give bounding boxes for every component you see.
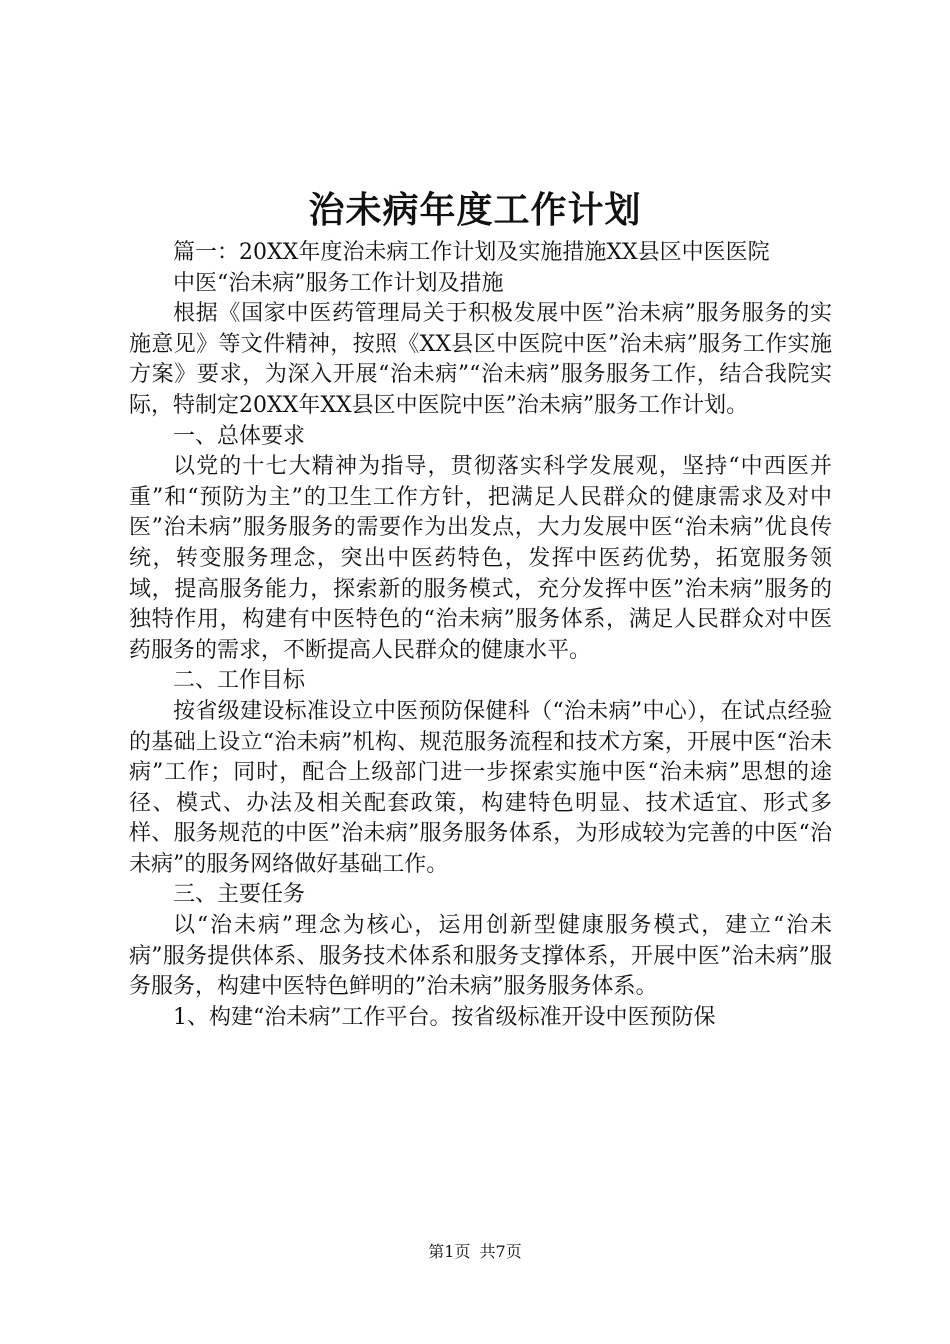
- section-heading-general: 一、总体要求: [173, 423, 306, 449]
- paragraph-intro: 根据《国家中医药管理局关于积极发展中医”治未病”服务服务的实施意见》等文件精神，按照《XX县区中医院中医”治未病”服务工作实施方案》要求，为深入开展“治未病”“治未病”服务服务工作，结合我院实际，特制定20XX年XX县区中医院中医”治未病”服务工作计划。: [129, 301, 832, 418]
- document-body: [129, 238, 832, 1033]
- paragraph-tasks: 以“治未病”理念为核心，运用创新型健康服务模式，建立“治未病”服务提供体系、服务技术体系和服务支撑体系，开展中医”治未病”服务服务，构建中医特色鲜明的”治未病”服务服务体系。: [129, 913, 832, 1000]
- paragraph-heading-1: 篇一：20XX年度治未病工作计划及实施措施XX县区中医医院: [173, 240, 770, 265]
- document-title: 治未病年度工作计划: [308, 189, 642, 231]
- section-heading-tasks: 三、主要任务: [173, 882, 306, 908]
- section-heading-goals: 二、工作目标: [173, 668, 306, 694]
- paragraph-task-1: 1、构建“治未病”工作平台。按省级标准开设中医预防保: [173, 1004, 716, 1030]
- page-footer: [0, 1241, 950, 1263]
- page-number: 第1页: [428, 1242, 471, 1261]
- paragraph-general: 以党的十七大精神为指导，贯彻落实科学发展观，坚持“中西医并重”和“预防为主”的卫生工作方针，把满足人民群众的健康需求及对中医”治未病”服务服务的需要作为出发点，大力发展中医“治未病”优良传统，转变服务理念，突出中医药特色，发挥中医药优势，拓宽服务领域，提高服务能力，探索新的服务模式，充分发挥中医”治未病”服务的独特作用，构建有中医特色的“治未病”服务体系，满足人民群众对中医药服务的需求，不断提高人民群众的健康水平。: [129, 454, 832, 663]
- paragraph-subtitle: 中医“治未病”服务工作计划及措施: [173, 270, 504, 296]
- page-total: 共7页: [479, 1242, 522, 1261]
- paragraph-goals: 按省级建设标准设立中医预防保健科（“治未病”中心），在试点经验的基础上设立“治未病”机构、规范服务流程和技术方案，开展中医“治未病”工作；同时，配合上级部门进一步探索实施中医“治未病”思想的途径、模式、办法及相关配套政策，构建特色明显、技术适宜、形式多样、服务规范的中医”治未病”服务服务体系，为形成较为完善的中医“治未病”的服务网络做好基础工作。: [129, 698, 832, 877]
